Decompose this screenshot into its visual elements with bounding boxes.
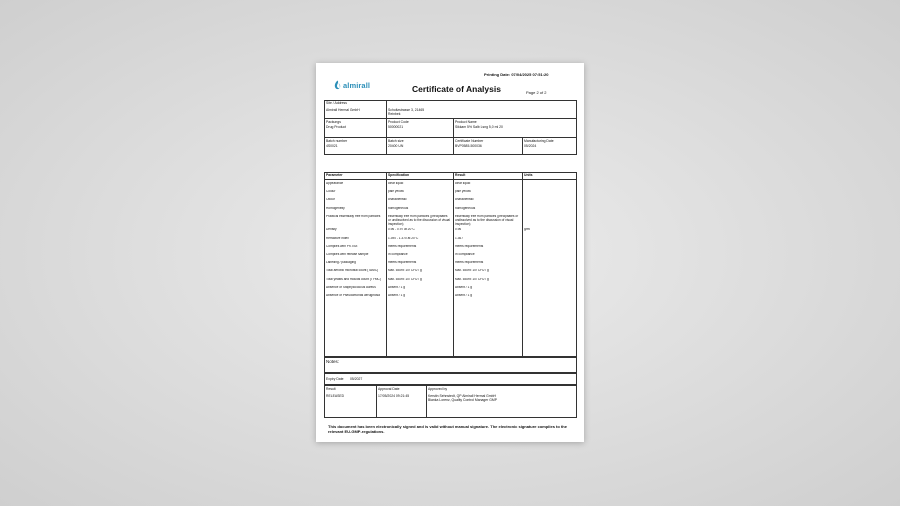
brand-logo xyxy=(334,80,370,90)
printing-date: Printing Date: 07/04/2025 07:51:20 xyxy=(484,72,549,77)
table-cell-spec: clear liquid xyxy=(388,182,404,185)
table-cell-spec: essentially free from particles (precipitates or undissolved as to the discussion of visual inspection) xyxy=(388,214,451,226)
approval-date-value: 17/05/2024 09:21:45 xyxy=(378,394,410,398)
table-cell-result: homogeneous xyxy=(455,206,476,210)
batch-value: 4S0021 xyxy=(326,144,338,148)
brand-name: almirall xyxy=(343,80,371,90)
table-cell-param: Total aerobic microbial count (TAMC) xyxy=(326,269,379,273)
page-number: Page 2 of 2 xyxy=(526,90,547,95)
address-company: Almirall Hermal GmbH xyxy=(326,108,360,112)
table-cell-result: clear liquid xyxy=(455,182,471,185)
table-cell-result: characteristic xyxy=(455,198,474,202)
table-cell-spec: Absent / 1 g xyxy=(388,285,406,289)
table-cell-result: Max. count: 10¹ CFU / g xyxy=(455,277,489,281)
approved-by-label: Approved by xyxy=(428,387,448,391)
notes-label: Notes: xyxy=(326,359,340,364)
package-label: Packungs xyxy=(326,120,341,124)
product-code-value: 50000021 xyxy=(388,125,404,129)
batch-size-label: Batch size xyxy=(388,139,404,143)
batch-label: Batch number xyxy=(326,139,348,143)
table-cell-spec: Max. count: 10¹ CFU / g xyxy=(388,277,422,281)
table-cell-result: meets requirements xyxy=(455,261,484,265)
table-cell-param: Refractive index xyxy=(326,236,349,240)
product-name-label: Product Name xyxy=(455,120,477,124)
table-cell-param: Absence of Staphylococcus aureus xyxy=(326,285,376,289)
table-cell-param: Appearance xyxy=(326,182,344,185)
table-cell-result: pale yellow xyxy=(455,190,471,194)
table-cell-result: Max. count: 10² CFU / g xyxy=(455,269,489,273)
table-cell-spec: Max. count: 10² CFU / g xyxy=(388,269,422,273)
expiry-value: 05/2027 xyxy=(350,377,363,381)
table-cell-spec: In compliance xyxy=(388,252,408,256)
address-city: Reinbek xyxy=(388,112,401,116)
table-cell-param: Complies with release sample xyxy=(326,252,369,256)
table-cell-spec: pale yellow xyxy=(388,190,404,194)
address-street: Scholtzstrasse 3, 21465 xyxy=(388,108,425,112)
col-header-result: Result xyxy=(455,173,466,177)
table-cell-spec: meets requirements xyxy=(388,244,417,248)
batch-size-value: 20400 UN xyxy=(388,144,404,148)
manufacturing-date-value: 05/2024 xyxy=(524,144,537,148)
table-cell-param: Colour xyxy=(326,190,336,194)
certificate-page xyxy=(316,63,584,442)
signature-notice: This document has been electronically signed and is valid without manual signature. The electronic signature complies to the relevant EU-GMP-regulations. xyxy=(328,424,567,434)
table-cell-param: Odour xyxy=(326,198,335,202)
table-cell-spec: meets requirements xyxy=(388,261,417,265)
approval-date-label: Approval Date xyxy=(378,387,400,391)
almirall-logo-icon xyxy=(334,80,341,90)
approved-by-line1: Kerstin Sehnstedt, QP Almirall Hermal GmbH xyxy=(428,394,496,398)
table-cell-spec: homogeneous xyxy=(388,206,409,210)
table-cell-spec: 1.390 - 1.370 at 20°C xyxy=(388,236,419,240)
table-cell-param: Homogeneity xyxy=(326,206,345,210)
address-label: Site / Address xyxy=(326,101,347,105)
col-header-specification: Specification xyxy=(388,173,410,177)
info-frame xyxy=(324,100,577,155)
table-cell-result: 0.96 xyxy=(455,228,462,232)
table-cell-spec: characteristic xyxy=(388,198,407,202)
table-cell-param: Practical essentially free from particles xyxy=(326,214,381,218)
table-cell-result: Absent / 1 g xyxy=(455,285,473,289)
table-cell-spec: 0.96 - 0.97 at 20°C xyxy=(388,228,415,232)
notes-box xyxy=(324,357,577,373)
table-cell-result: In compliance xyxy=(455,252,475,256)
result-value: RELEASED xyxy=(326,394,345,398)
result-label: Result xyxy=(326,387,336,391)
manufacturing-date-label: Manufacturing Date xyxy=(524,139,554,143)
product-code-label: Product Code xyxy=(388,120,409,124)
table-cell-result: Absent / 1 g xyxy=(455,293,473,297)
table-cell-units: g/ml xyxy=(524,228,531,232)
certificate-number-value: BVP0585-500036 xyxy=(455,144,482,148)
col-header-units: Units xyxy=(524,173,533,177)
table-cell-param: Density xyxy=(326,228,337,232)
document-title: Certificate of Analysis xyxy=(412,84,501,94)
table-cell-param: Absence of Pseudomonas aeruginosa xyxy=(326,293,380,297)
table-cell-param: Total yeasts and moulds count (TYMC) xyxy=(326,277,381,281)
table-cell-param: Labelling / packaging xyxy=(326,261,356,265)
certificate-number-label: Certificate Number xyxy=(455,139,484,143)
col-header-parameter: Parameter xyxy=(326,173,343,177)
product-name-value: Sikkam 5% Salb Lsng 5,0 ml 20 xyxy=(455,125,503,129)
approved-by-line2: Bianka Lorenz, Quality Control Manager GMP xyxy=(428,398,497,402)
table-cell-param: Complies with Ph. Eur. xyxy=(326,244,359,248)
table-cell-result: essentially free from particles (precipitates or undissolved as to the discussion of visual inspection) xyxy=(455,214,519,226)
expiry-label: Expiry Date xyxy=(326,377,344,381)
table-cell-result: meets requirements xyxy=(455,244,484,248)
package-value: Drug Product xyxy=(326,125,346,129)
table-cell-spec: Absent / 1 g xyxy=(388,293,406,297)
table-cell-result: 1.367 xyxy=(455,236,463,240)
